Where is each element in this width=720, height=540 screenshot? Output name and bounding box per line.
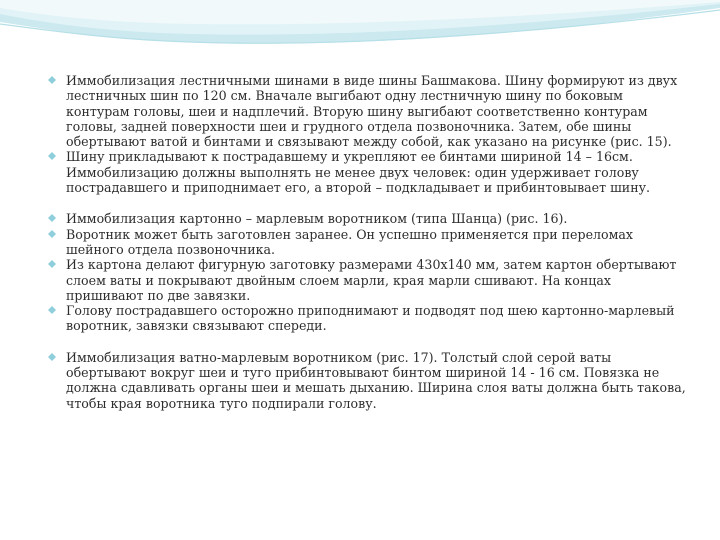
- teal-diamond-bullet-icon: [48, 152, 56, 160]
- bullet-text: Голову пострадавшего осторожно приподнимают и подводят под шею картонно-марлевый воротник, завязки связывают спереди.: [66, 303, 675, 334]
- teal-diamond-bullet-icon: [48, 76, 56, 84]
- bullet-item: [46, 149, 686, 195]
- teal-diamond-bullet-icon: [48, 214, 56, 222]
- slide-body: [46, 73, 686, 411]
- header-wave-decoration: [0, 0, 720, 70]
- bullet-group: [46, 73, 686, 195]
- bullet-group: [46, 211, 686, 333]
- bullet-item: [46, 303, 686, 334]
- bullet-text: Иммобилизация лестничными шинами в виде шины Башмакова. Шину формируют из двух лестничных шин по 120 см. Вначале выгибают одну лестничную шину по боковым контурам головы, шеи и надплечий. Вторую шину выгибают соответственно контурам головы, задней поверхности шеи и грудного отдела позвоночника. Затем, обе шины обертывают ватой и бинтами и связывают между собой, как указано на рисунке (рис. 15).: [66, 73, 678, 150]
- bullet-item: [46, 211, 686, 226]
- bullet-item: [46, 227, 686, 258]
- bullet-text: Шину прикладывают к пострадавшему и укрепляют ее бинтами шириной 14 – 16см. Иммобилизацию должны выполнять не менее двух человек: один удерживает голову пострадавшего и приподнимает его, а второй – подкладывает и прибинтовывает шину.: [66, 149, 651, 196]
- bullet-group: [46, 350, 686, 411]
- teal-diamond-bullet-icon: [48, 260, 56, 268]
- bullet-text: Иммобилизация ватно-марлевым воротником (рис. 17). Толстый слой серой ваты обертывают вокруг шеи и туго прибинтовывают бинтом шириной 14 - 16 см. Повязка не должна сдавливать органы шеи и мешать дыханию. Ширина слоя ваты должна быть такова, чтобы края воротника туго подпирали голову.: [66, 349, 686, 411]
- teal-diamond-bullet-icon: [48, 353, 56, 361]
- bullet-item: [46, 73, 686, 149]
- bullet-item: [46, 257, 686, 303]
- bullet-item: [46, 350, 686, 411]
- bullet-text: Воротник может быть заготовлен заранее. Он успешно применяется при переломах шейного отдела позвоночника.: [66, 226, 634, 257]
- teal-diamond-bullet-icon: [48, 230, 56, 238]
- bullet-text: Иммобилизация картонно – марлевым воротником (типа Шанца) (рис. 16).: [66, 211, 568, 227]
- teal-diamond-bullet-icon: [48, 306, 56, 314]
- bullet-text: Из картона делают фигурную заготовку размерами 430х140 мм, затем картон обертывают слоем ваты и покрывают двойным слоем марли, края марли сшивают. На концах пришивают по две завязки.: [66, 257, 677, 303]
